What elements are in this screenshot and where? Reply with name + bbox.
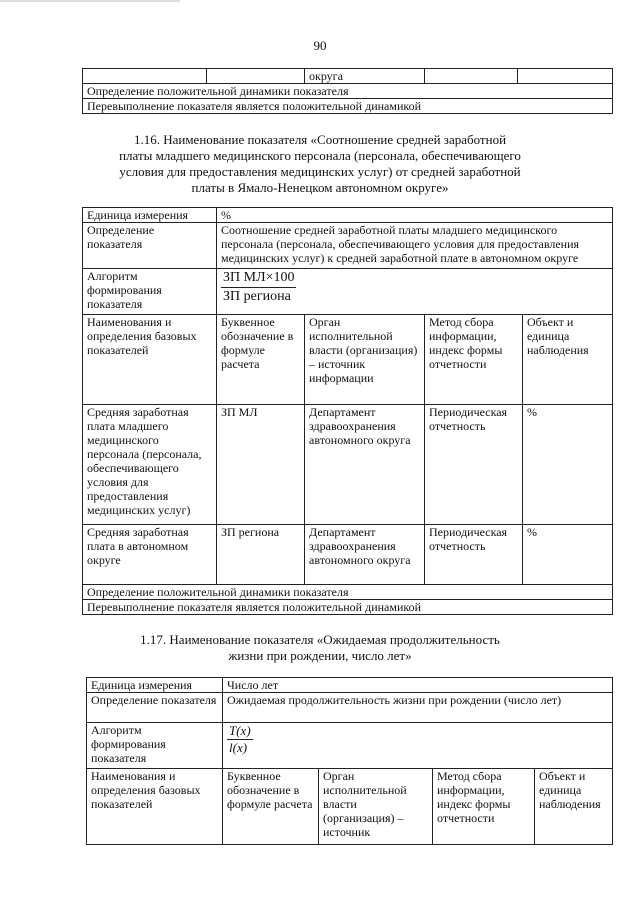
table-117 xyxy=(86,677,613,845)
section-116-heading xyxy=(0,132,640,196)
column-header: Наименования и определения базовых показателей xyxy=(83,315,217,405)
table-continuation xyxy=(82,68,613,114)
table-cell: % xyxy=(523,525,613,585)
unit-value: % xyxy=(217,208,613,223)
scan-margin-mark xyxy=(0,0,180,2)
heading-line: условия для предоставления медицинских услуг) от средней заработной xyxy=(119,164,521,179)
algorithm-label: Алгоритм формирования показателя xyxy=(87,723,223,769)
definition-label: Определение показателя xyxy=(83,223,217,269)
heading-line: жизни при рождении, число лет» xyxy=(228,648,412,663)
formula-numerator: ЗП МЛ×100 xyxy=(221,269,296,288)
table-cell: Периодическая отчетность xyxy=(425,405,523,525)
column-header: Орган исполнительной власти (организация) – источник информации xyxy=(305,315,425,405)
table-cell xyxy=(83,69,207,84)
column-header: Орган исполнительной власти (организация) – источник xyxy=(319,769,433,845)
table-cell: % xyxy=(523,405,613,525)
table-cell xyxy=(425,69,518,84)
overfulfillment-row: Перевыполнение показателя является положительной динамикой xyxy=(83,600,613,615)
definition-label: Определение показателя xyxy=(87,693,223,723)
page-number: 90 xyxy=(313,38,327,53)
heading-line: 1.16. Наименование показателя «Соотношение средней заработной xyxy=(133,132,507,147)
table-cell: Периодическая отчетность xyxy=(425,525,523,585)
formula-numerator: T(x) xyxy=(229,723,251,738)
table-cell: Средняя заработная плата младшего медицинского персонала (персонала, обеспечивающего условия для предоставления медицинских услуг) xyxy=(83,405,217,525)
column-header: Объект и единица наблюдения xyxy=(523,315,613,405)
unit-label: Единица измерения xyxy=(87,678,223,693)
definition-value: Соотношение средней заработной платы младшего медицинского персонала (персонала, обеспечивающего условия для предоставления медицинских услуг) к средней заработной плате в автономном округе xyxy=(217,223,613,269)
column-header: Метод сбора информации, индекс формы отчетности xyxy=(433,769,535,845)
column-header: Буквенное обозначение в формуле расчета xyxy=(223,769,319,845)
column-header: Буквенное обозначение в формуле расчета xyxy=(217,315,305,405)
formula xyxy=(227,723,253,756)
column-header: Метод сбора информации, индекс формы отчетности xyxy=(425,315,523,405)
definition-value: Ожидаемая продолжительность жизни при рождении (число лет) xyxy=(223,693,613,723)
positive-dynamics-row: Определение положительной динамики показателя xyxy=(83,84,613,99)
formula-denominator: l(x) xyxy=(229,740,248,755)
algorithm-label: Алгоритм формирования показателя xyxy=(83,269,217,315)
formula-denominator: ЗП региона xyxy=(223,289,291,304)
table-cell: ЗП МЛ xyxy=(217,405,305,525)
table-cell xyxy=(518,69,613,84)
table-cell: ЗП региона xyxy=(217,525,305,585)
formula-cell xyxy=(223,723,613,769)
heading-line: 1.17. Наименование показателя «Ожидаемая продолжительность xyxy=(140,632,500,647)
section-117-heading xyxy=(0,632,640,664)
column-header: Объект и единица наблюдения xyxy=(535,769,613,845)
table-cell: Департамент здравоохранения автономного округа xyxy=(305,405,425,525)
table-cell: Средняя заработная плата в автономном округе xyxy=(83,525,217,585)
formula-cell xyxy=(217,269,613,315)
unit-label: Единица измерения xyxy=(83,208,217,223)
heading-line: платы в Ямало-Ненецком автономном округе» xyxy=(191,180,449,195)
table-cell xyxy=(207,69,305,84)
table-116 xyxy=(82,207,613,615)
formula xyxy=(221,269,296,306)
table-cell: округа xyxy=(305,69,425,84)
table-cell: Департамент здравоохранения автономного округа xyxy=(305,525,425,585)
overfulfillment-row: Перевыполнение показателя является положительной динамикой xyxy=(83,99,613,114)
unit-value: Число лет xyxy=(223,678,613,693)
column-header: Наименования и определения базовых показателей xyxy=(87,769,223,845)
positive-dynamics-row: Определение положительной динамики показателя xyxy=(83,585,613,600)
heading-line: платы младшего медицинского персонала (персонала, обеспечивающего xyxy=(119,148,521,163)
